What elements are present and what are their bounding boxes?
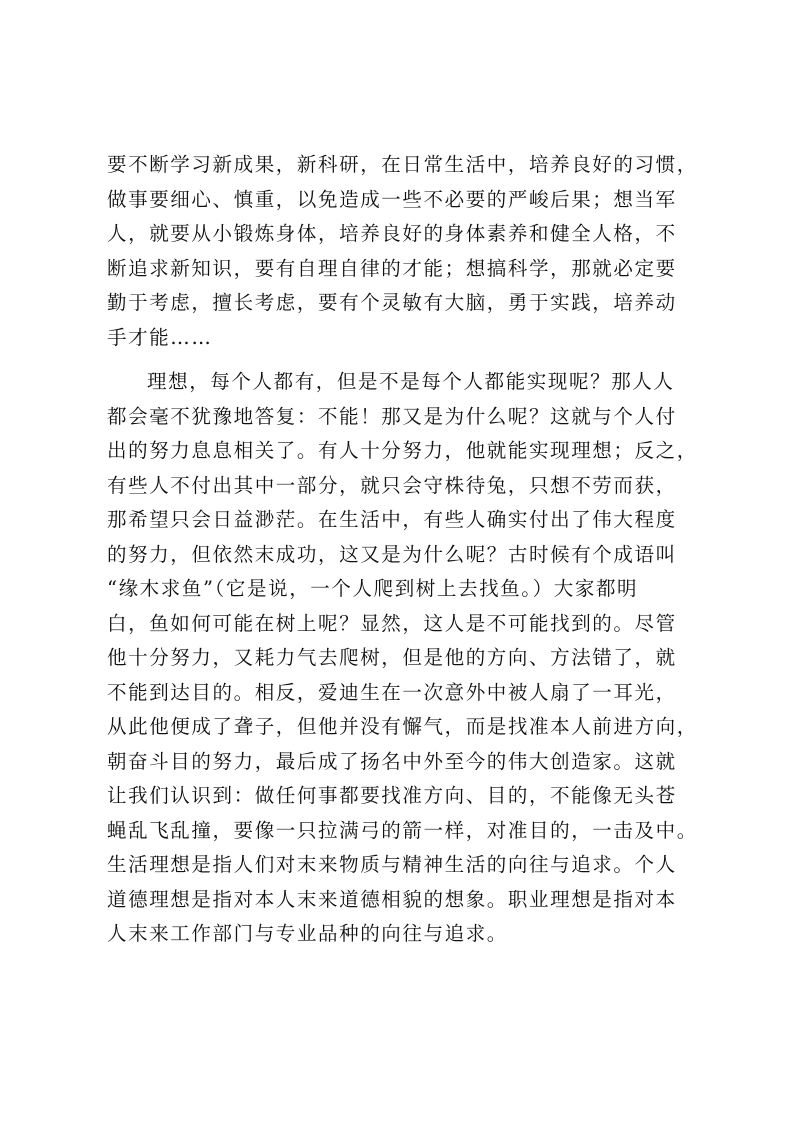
text-line: 不能到达目的。相反，爱迪生在一次意外中被人扇了一耳光，	[107, 680, 677, 704]
text-line: 要不断学习新成果，新科研，在日常生活中，培养良好的习惯，	[107, 153, 698, 176]
text-line: 有些人不付出其中一部分，就只会守株待兔，只想不劳而获，	[107, 473, 677, 497]
text-line: 从此他便成了聋子，但他并没有懈气，而是找准本人前进方向，	[107, 715, 698, 738]
document-body	[107, 148, 698, 952]
text-line: 勤于考虑，擅长考虑，要有个灵敏有大脑，勇于实践，培养动	[107, 291, 677, 314]
text-line: 白，鱼如何可能在树上呢？显然，这人是不可能找到的。尽管	[107, 611, 677, 635]
text-line: 手才能……	[107, 325, 213, 349]
text-line: 让我们认识到：做任何事都要找准方向、目的，不能像无头苍	[107, 784, 677, 807]
text-line: 人末来工作部门与专业品种的向往与追求。	[107, 922, 508, 945]
text-line: 蝇乱飞乱撞，要像一只拉满弓的箭一样，对准目的，一击及中。	[107, 818, 698, 842]
text-line: 都会毫不犹豫地答复：不能！那又是为什么呢？这就与个人付	[107, 404, 677, 428]
text-line: 的努力，但依然末成功，这又是为什么呢？古时候有个成语叫	[107, 542, 677, 566]
text-line: 那希望只会日益渺茫。在生活中，有些人确实付出了伟大程度	[107, 508, 677, 531]
text-line-first: 理想，每个人都有，但是不是每个人都能实现呢？那人人	[147, 370, 675, 393]
text-line: 他十分努力，又耗力气去爬树，但是他的方向、方法错了，就	[107, 646, 677, 669]
text-line: 做事要细心、慎重，以免造成一些不必要的严峻后果；想当军	[107, 187, 677, 211]
text-line: 断追求新知识，要有自理自律的才能；想搞科学，那就必定要	[107, 256, 677, 280]
text-line: 生活理想是指人们对末来物质与精神生活的向往与追求。个人	[107, 853, 677, 876]
text-line: 人，就要从小锻炼身体，培养良好的身体素养和健全人格，不	[107, 222, 677, 245]
paragraph-1	[107, 148, 698, 355]
text-line: 朝奋斗目的努力，最后成了扬名中外至今的伟大创造家。这就	[107, 749, 677, 773]
paragraph-2	[107, 365, 698, 952]
text-line: 出的努力息息相关了。有人十分努力，他就能实现理想；反之，	[107, 439, 698, 462]
text-line: “缘木求鱼”（它是说，一个人爬到树上去找鱼。）大家都明	[107, 577, 639, 600]
text-line: 道德理想是指对本人末来道德相貌的想象。职业理想是指对本	[107, 887, 677, 911]
